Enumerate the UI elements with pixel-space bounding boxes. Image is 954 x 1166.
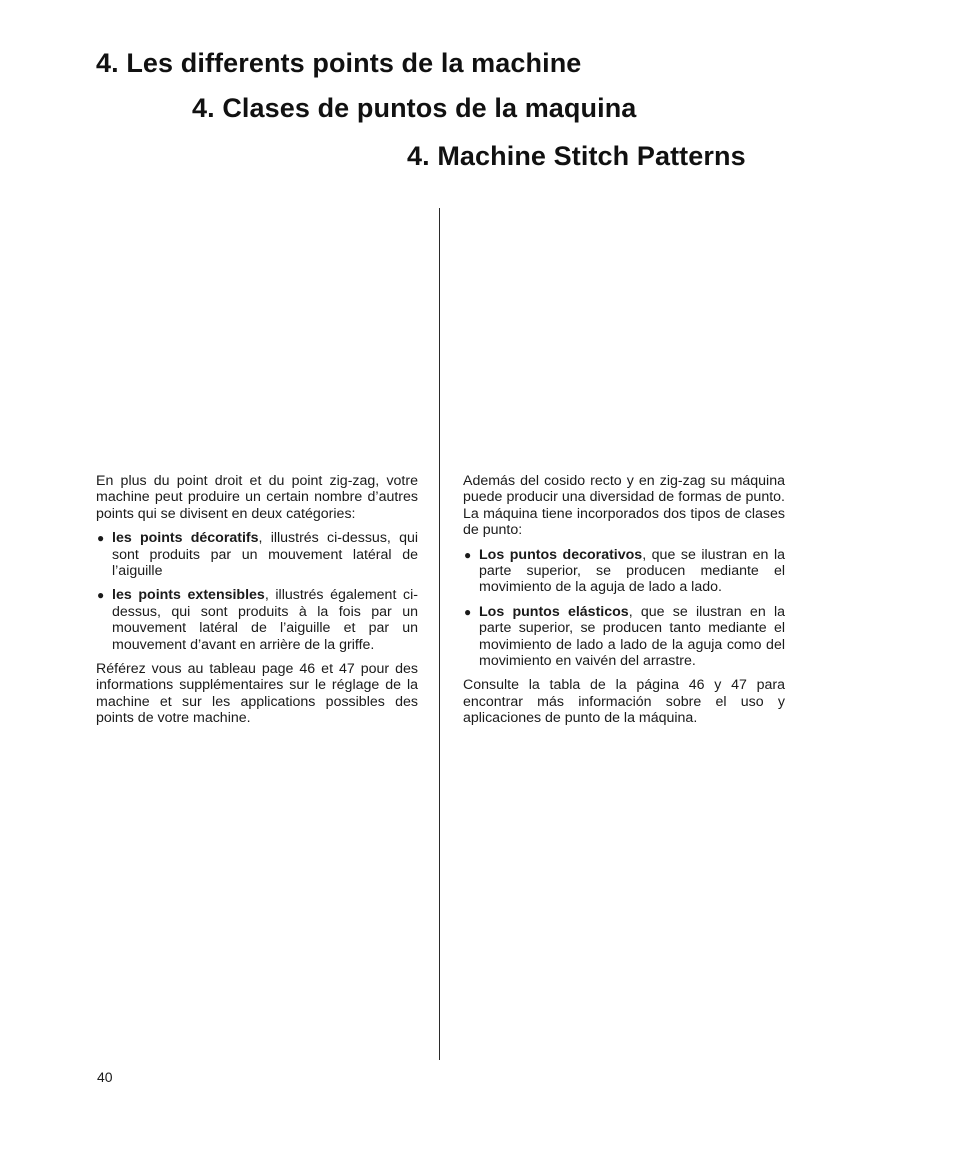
heading-english: 4. Machine Stitch Patterns <box>407 141 746 171</box>
french-bullet-list <box>96 530 418 653</box>
spanish-column <box>463 473 785 735</box>
bullet-dot-icon: ● <box>97 531 105 546</box>
spanish-term-elastic: Los puntos elásticos <box>479 603 629 620</box>
spanish-outro: Consulte la tabla de la página 46 y 47 para encontrar más información sobre el uso y aplicaciones de punto de la máquina. <box>463 677 785 727</box>
french-intro: En plus du point droit et du point zig-zag, votre machine peut produire un certain nombre d’autres points qui se divisent en deux catégories: <box>96 473 418 522</box>
french-term-stretch: les points extensibles <box>112 587 265 604</box>
spanish-bullet-decorative <box>463 547 785 596</box>
french-bullet-decorative <box>96 530 418 579</box>
french-text-stretch: , illustrés également ci-dessus, qui sont produits à la fois par un mouvement latéral de l’aiguille et par un mouvement d’avant en arrière de la griffe. <box>112 587 418 653</box>
heading-spanish: 4. Clases de puntos de la maquina <box>192 93 637 123</box>
spanish-text-decorative: , que se ilustran en la parte superior, se producen mediante el movimiento de la aguja de lado a lado. <box>479 546 785 596</box>
column-divider <box>439 208 440 1060</box>
french-text-decorative: , illustrés ci-dessus, qui sont produits par un mouvement latéral de l’aiguille <box>112 530 419 580</box>
french-outro: Référez vous au tableau page 46 et 47 pour des informations supplémentaires sur le réglage de la machine et sur les applications possibles des points de votre machine. <box>96 661 418 727</box>
bullet-dot-icon: ● <box>464 604 472 619</box>
bullet-dot-icon: ● <box>464 547 472 562</box>
heading-french: 4. Les differents points de la machine <box>96 48 582 78</box>
french-bullet-stretch <box>96 587 418 653</box>
spanish-text-elastic: , que se ilustran en la parte superior, se producen tanto mediante el movimiento de lado a lado de la aguja como del movimiento en vaivén del arrastre. <box>479 603 785 670</box>
spanish-term-decorative: Los puntos decorativos <box>479 546 643 563</box>
bullet-dot-icon: ● <box>97 588 105 603</box>
spanish-bullet-list <box>463 547 785 670</box>
french-term-decorative: les points décoratifs <box>112 530 259 547</box>
spanish-intro: Además del cosido recto y en zig-zag su máquina puede producir una diversidad de formas de punto. La máquina tiene incorporados dos tipos de clases de punto: <box>463 473 785 539</box>
french-column <box>96 473 418 735</box>
spanish-bullet-elastic <box>463 604 785 670</box>
page-number: 40 <box>97 1069 113 1085</box>
